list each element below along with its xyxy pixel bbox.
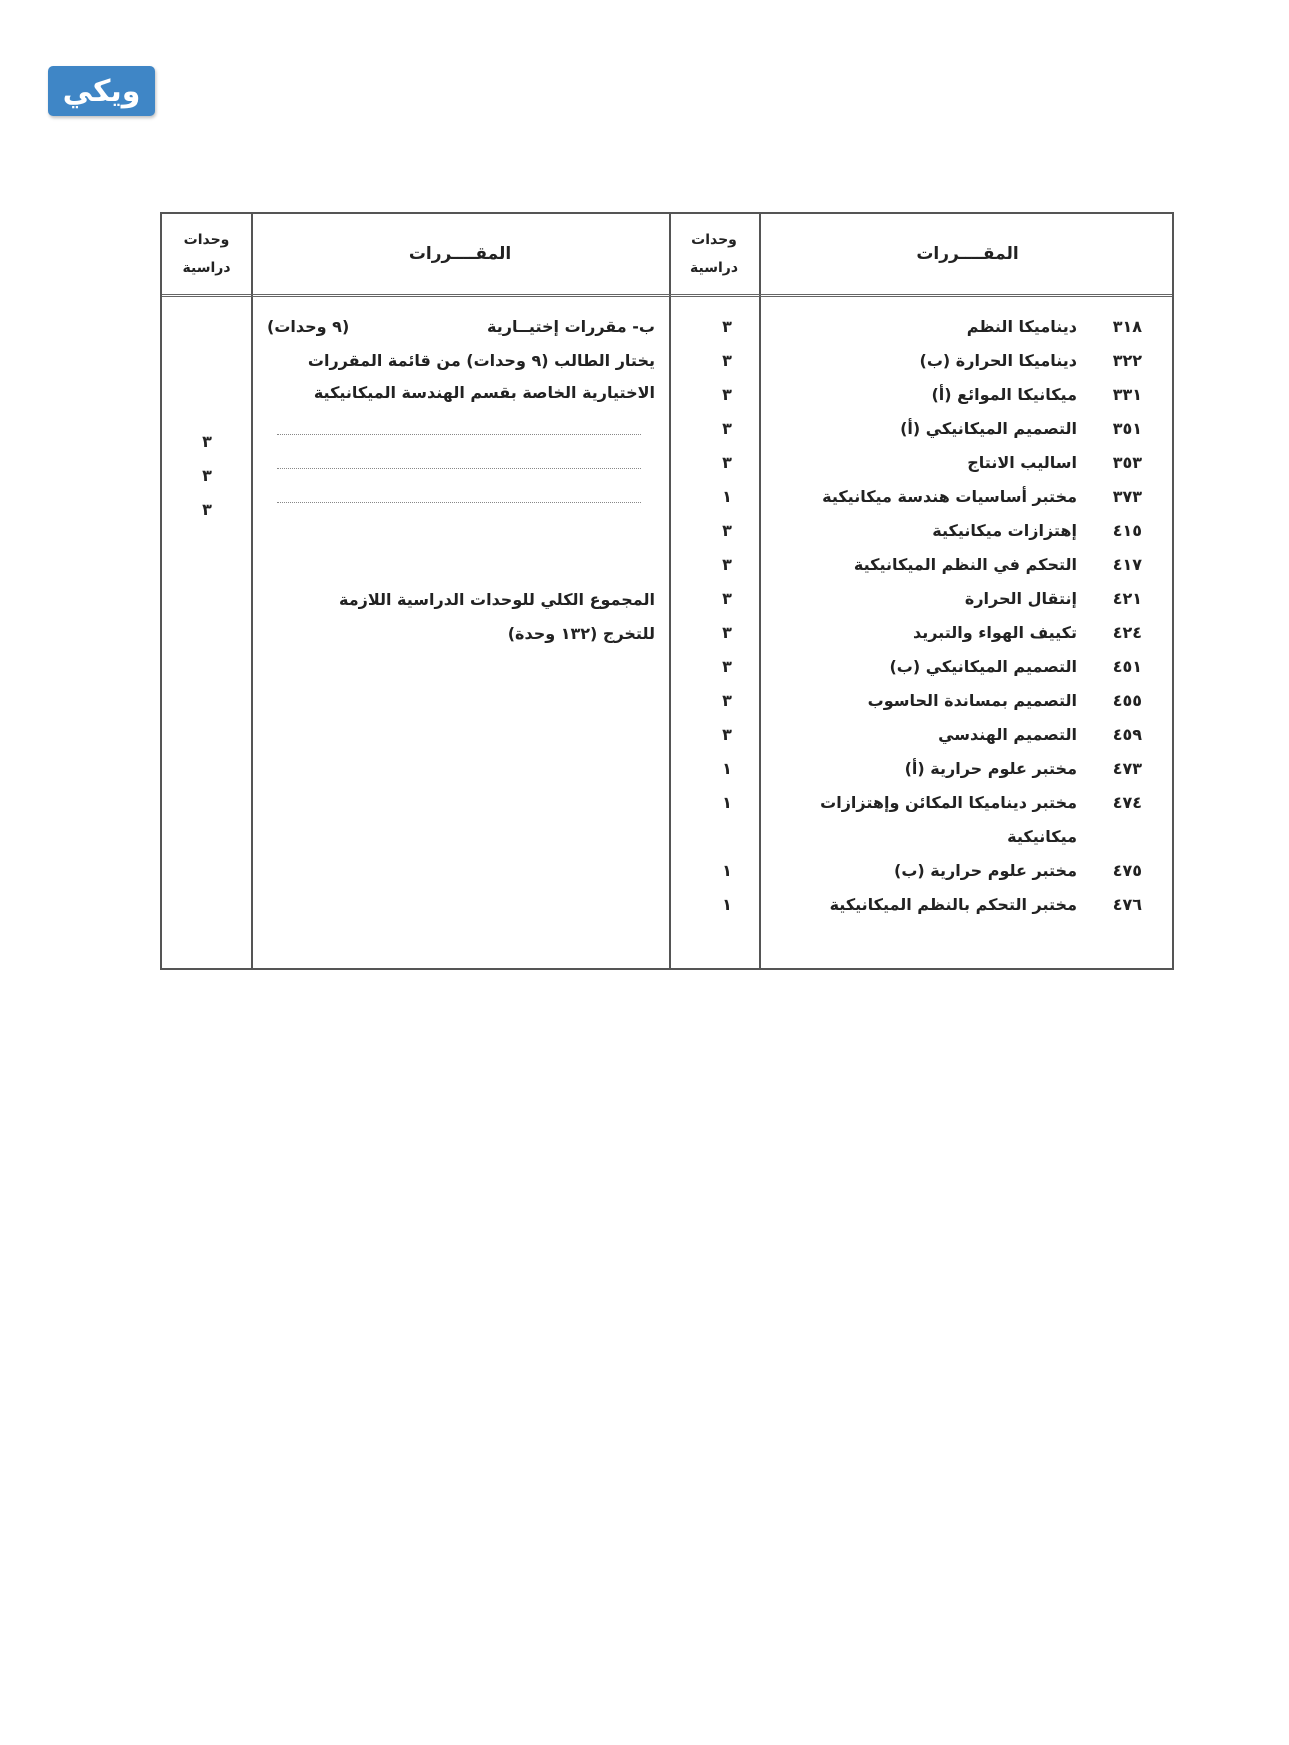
elective-title-row: ب- مقررات إختيــارية (٩ وحدات) (267, 317, 655, 336)
course-row: ٤٧٥ مختبر علوم حرارية (ب) ١ (722, 861, 1142, 880)
wiki-logo[interactable] (48, 66, 155, 116)
courses-table (160, 212, 1174, 970)
header-courses-left: المقــــررات (408, 244, 512, 264)
blank-line (277, 468, 641, 469)
blank-line (277, 502, 641, 503)
header-courses-right: المقــــررات (916, 244, 1019, 264)
course-row: ٤٧٤ مختبر ديناميكا المكائن وإهتزازات ١ (722, 793, 1142, 812)
header-separator (162, 294, 1172, 297)
elective-line-1: يختار الطالب (٩ وحدات) من قائمة المقررات (307, 351, 655, 370)
course-row: ٣٥١ التصميم الميكانيكي (أ) ٣ (722, 419, 1142, 438)
course-row: ميكانيكية (1007, 827, 1077, 846)
header-units-left: وحدات دراسية (182, 232, 231, 276)
course-row: ٤٧٣ مختبر علوم حرارية (أ) ١ (722, 759, 1142, 778)
course-row: ٣٢٢ ديناميكا الحرارة (ب) ٣ (722, 351, 1142, 370)
course-row: ٤٢٤ تكييف الهواء والتبريد ٣ (722, 623, 1142, 642)
course-row: ٣٣١ ميكانيكا الموائع (أ) ٣ (722, 385, 1142, 404)
course-row: ٤٥١ التصميم الميكانيكي (ب) ٣ (722, 657, 1142, 676)
course-row: ٣٧٣ مختبر أساسيات هندسة ميكانيكية ١ (722, 487, 1142, 506)
elective-units: ٣ (202, 500, 212, 519)
course-row: ٤٧٦ مختبر التحكم بالنظم الميكانيكية ١ (722, 895, 1142, 914)
header-units-right: وحدات دراسية (690, 232, 739, 276)
elective-line-2: الاختيارية الخاصة بقسم الهندسة الميكانيكية (313, 383, 655, 402)
total-line-2: للتخرج (١٣٢ وحدة) (507, 624, 655, 643)
course-row: ٤٢١ إنتقال الحرارة ٣ (722, 589, 1142, 608)
elective-units: ٣ (202, 466, 212, 485)
course-row: ٤١٧ التحكم في النظم الميكانيكية ٣ (722, 555, 1142, 574)
total-line-1: المجموع الكلي للوحدات الدراسية اللازمة (339, 590, 655, 609)
blank-line (277, 434, 641, 435)
elective-units: ٣ (202, 432, 212, 451)
course-row: ٤٥٩ التصميم الهندسي ٣ (722, 725, 1142, 744)
logo-text: ويكي (62, 73, 141, 109)
course-row: ٣١٨ ديناميكا النظم ٣ (722, 317, 1142, 336)
course-row: ٤١٥ إهتزازات ميكانيكية ٣ (722, 521, 1142, 540)
course-row: ٤٥٥ التصميم بمساندة الحاسوب ٣ (722, 691, 1142, 710)
course-row: ٣٥٣ اساليب الانتاج ٣ (722, 453, 1142, 472)
